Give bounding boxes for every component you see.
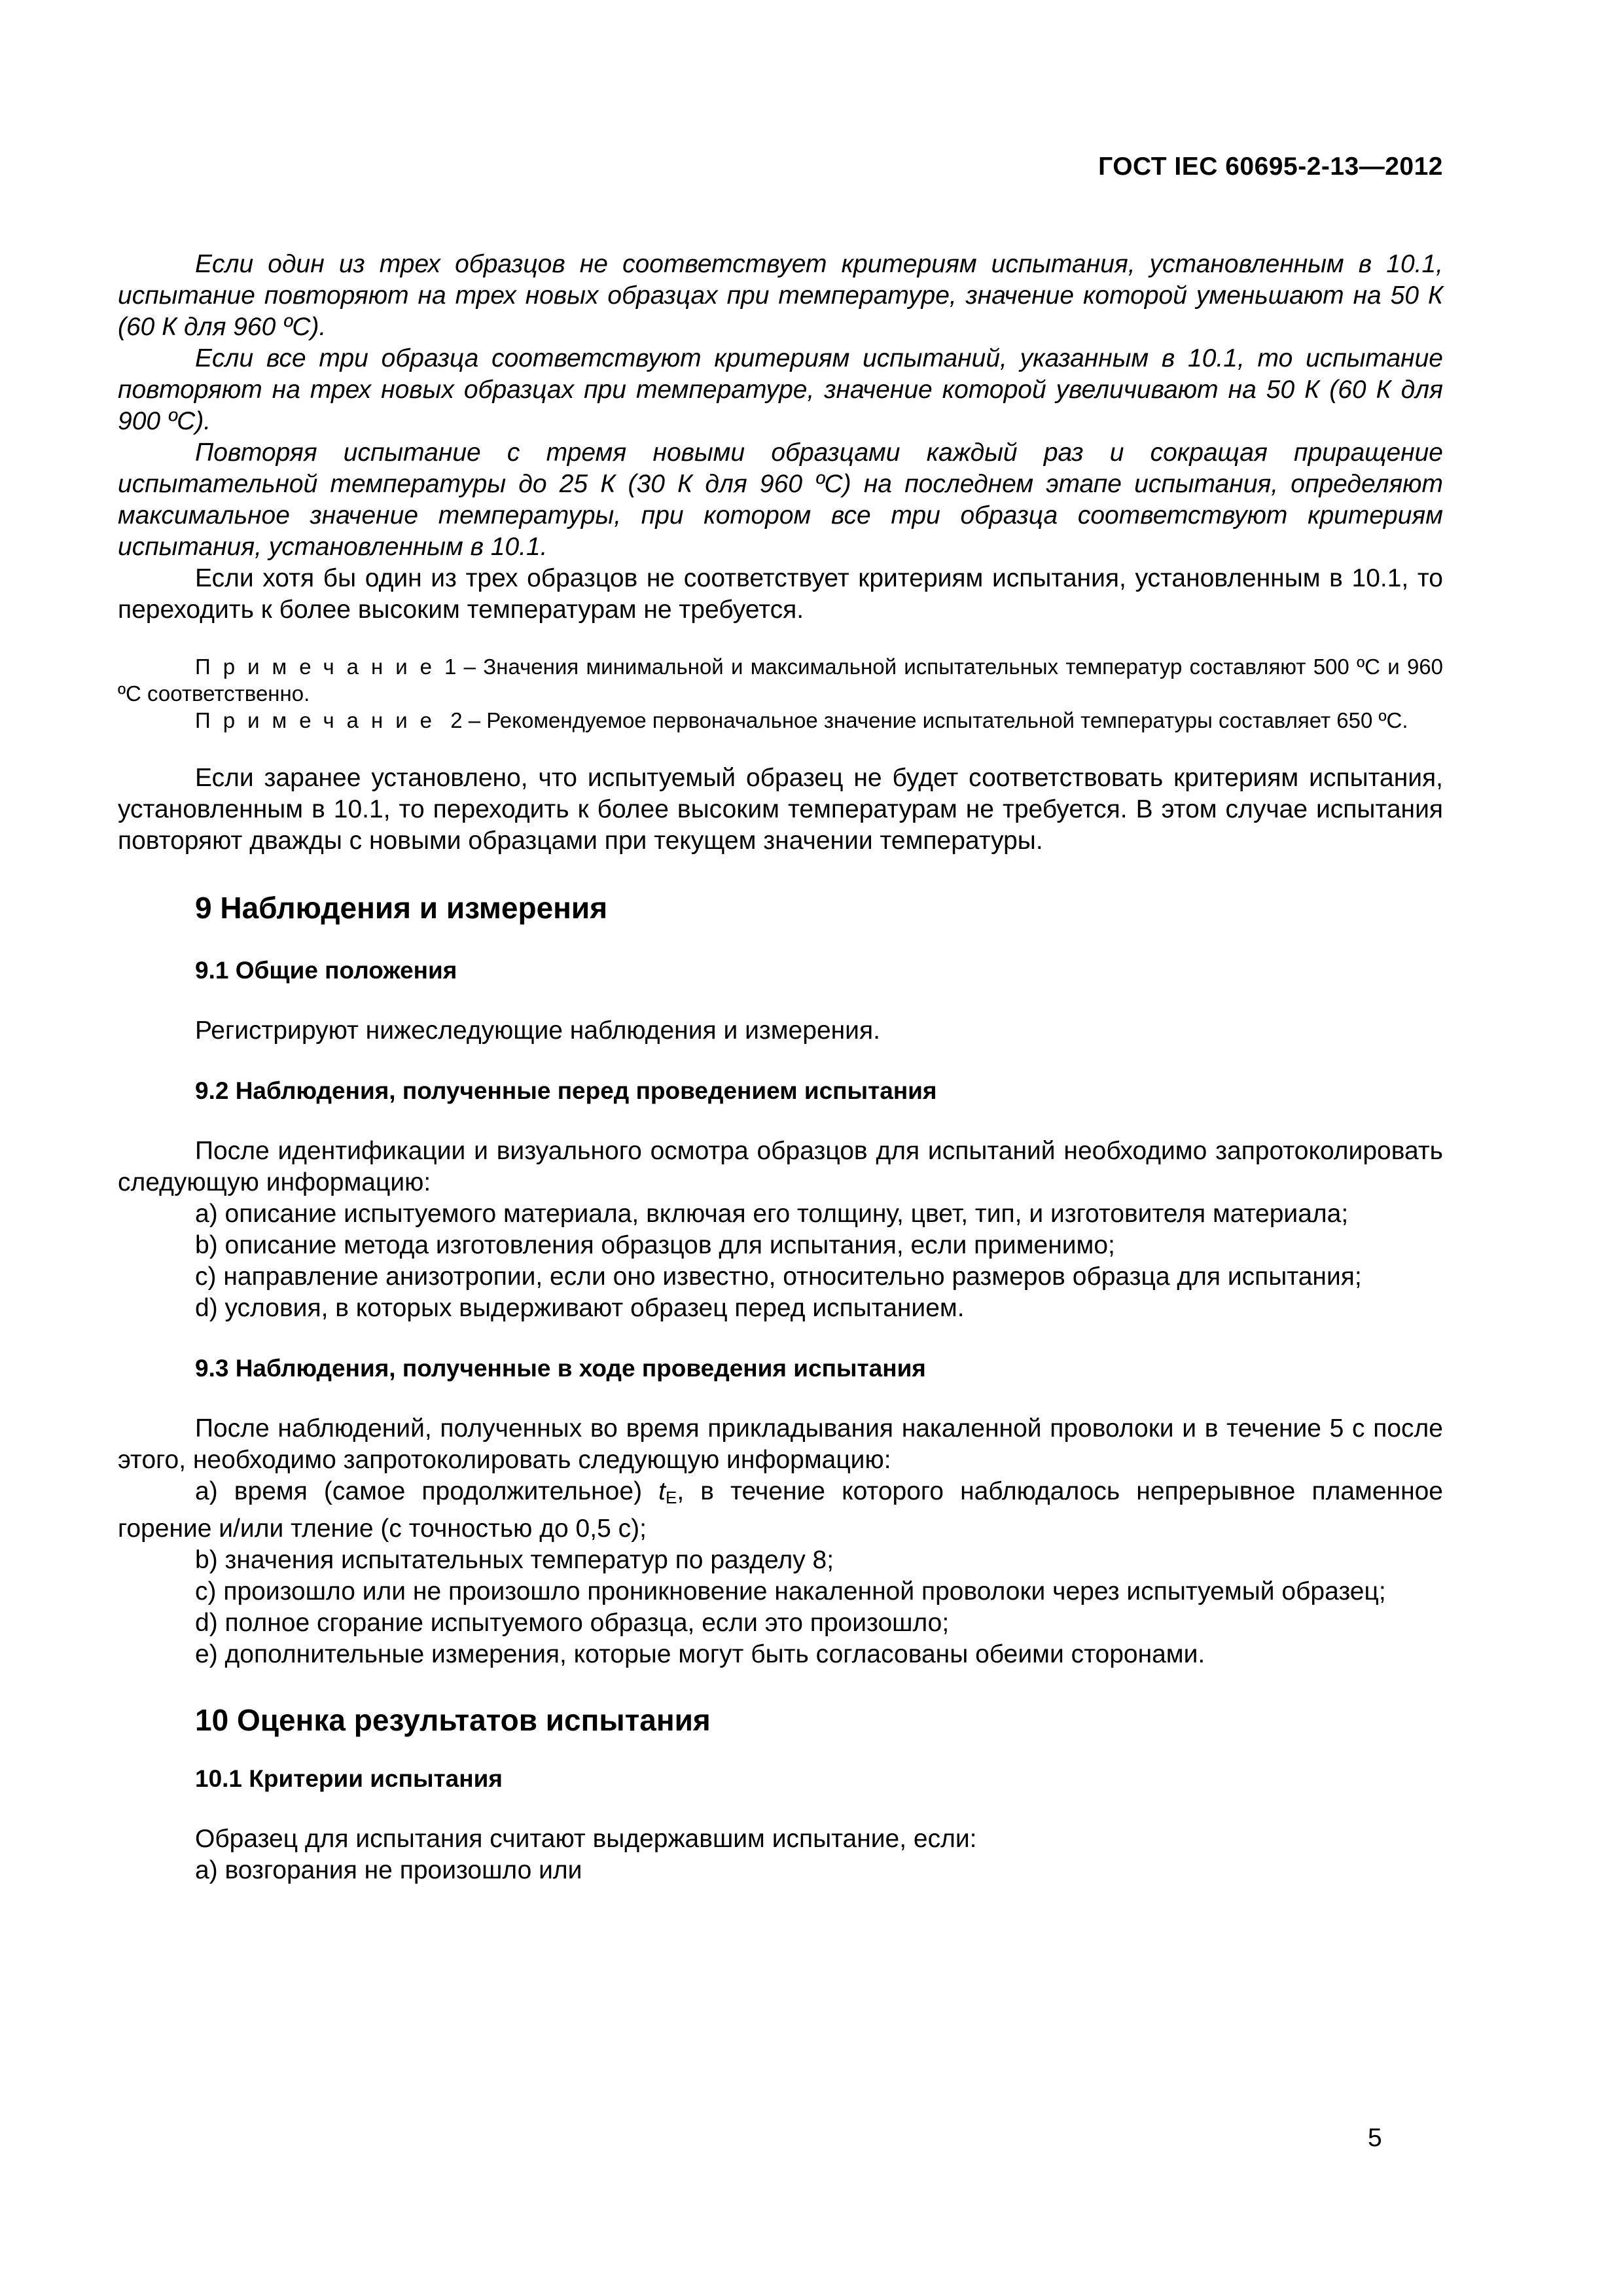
subsection-heading: 9.1 Общие положения xyxy=(195,957,457,984)
paragraph: Если хотя бы один из трех образцов не соответствует критериям испытания, установленным в 10.1, то переходить к более высоким температурам не требуется. xyxy=(118,564,1443,624)
page-content xyxy=(118,249,1443,1886)
list-item: d) полное сгорание испытуемого образца, если это произошло; xyxy=(195,1609,950,1637)
subscript: E xyxy=(666,1488,677,1507)
paragraph: Если заранее установлено, что испытуемый образец не будет соответствовать критериям испытания, установленным в 10.1, то переходить к более высоким температурам не требуется. В этом случае испытания повторяют дважды с новыми образцами при текущем значении температуры. xyxy=(118,764,1443,855)
list-item: а) возгорания не произошло или xyxy=(195,1856,582,1884)
paragraph: Регистрируют нижеследующие наблюдения и измерения. xyxy=(195,1016,880,1045)
section-heading: 10 Оценка результатов испытания xyxy=(195,1703,711,1737)
list-item: с) произошло или не произошло проникновение накаленной проволоки через испытуемый образец; xyxy=(195,1577,1386,1605)
standard-header: ГОСТ IEC 60695-2-13—2012 xyxy=(1098,152,1443,181)
note-number: 2 xyxy=(450,708,463,732)
page-number: 5 xyxy=(1368,2124,1382,2152)
subsection-heading: 9.2 Наблюдения, полученные перед проведением испытания xyxy=(195,1077,937,1104)
paragraph: Если все три образца соответствуют критериям испытаний, указанным в 10.1, то испытание повторяют на трех новых образцах при температуре, значение которой увеличивают на 50 К (60 К для 900 ºС). xyxy=(118,344,1443,435)
subsection-heading: 9.3 Наблюдения, полученные в ходе проведения испытания xyxy=(195,1355,926,1382)
list-item: b) описание метода изготовления образцов для испытания, если применимо; xyxy=(195,1231,1115,1259)
variable: t xyxy=(658,1477,666,1505)
list-item: а) описание испытуемого материала, включая его толщину, цвет, тип, и изготовителя материала; xyxy=(195,1200,1349,1228)
list-item: е) дополнительные измерения, которые могут быть согласованы обеими сторонами. xyxy=(195,1640,1205,1668)
note-label: Примечание xyxy=(195,655,445,679)
list-item: b) значения испытательных температур по разделу 8; xyxy=(195,1546,834,1574)
paragraph: После идентификации и визуального осмотра образцов для испытаний необходимо запротоколировать следующую информацию: xyxy=(118,1137,1443,1196)
paragraph: Повторяя испытание с тремя новыми образцами каждый раз и сокращая приращение испытательной температуры до 25 К (30 К для 960 ºС) на последнем этапе испытания, определяют максимальное значение температуры, при котором все три образца соответствуют критериям испытания, установленным в 10.1. xyxy=(118,439,1443,561)
list-item: с) направление анизотропии, если оно известно, относительно размеров образца для испытания; xyxy=(195,1263,1362,1291)
list-item xyxy=(118,1476,1443,1545)
list-item-text: а) время (самое продолжительное) xyxy=(195,1477,643,1505)
list-item: d) условия, в которых выдерживают образец перед испытанием. xyxy=(195,1294,965,1322)
paragraph: Если один из трех образцов не соответствует критериям испытания, установленным в 10.1, испытание повторяют на трех новых образцах при температуре, значение которой уменьшают на 50 К (60 К для 960 ºС). xyxy=(118,250,1443,341)
note-number: 1 xyxy=(444,655,457,679)
list-item-text: , в течение которого наблюдалось непрерывное пламенное горение и/или тление (с точностью до 0,5 с); xyxy=(118,1477,1443,1543)
paragraph: После наблюдений, полученных во время прикладывания накаленной проволоки и в течение 5 с после этого, необходимо запротоколировать следующую информацию: xyxy=(118,1414,1443,1474)
section-heading: 9 Наблюдения и измерения xyxy=(195,891,608,925)
note-text: – Рекомендуемое первоначальное значение испытательной температуры составляет 650 ºС. xyxy=(468,708,1408,732)
note-1 xyxy=(118,653,1443,707)
paragraph: Образец для испытания считают выдержавшим испытание, если: xyxy=(195,1825,977,1853)
note-2 xyxy=(118,707,1443,734)
note-text: – Значения минимальной и максимальной испытательных температур составляют 500 ºС и 960 ºС соответственно. xyxy=(118,655,1444,706)
subsection-heading: 10.1 Критерии испытания xyxy=(195,1765,503,1792)
note-label: Примечание xyxy=(195,708,445,732)
